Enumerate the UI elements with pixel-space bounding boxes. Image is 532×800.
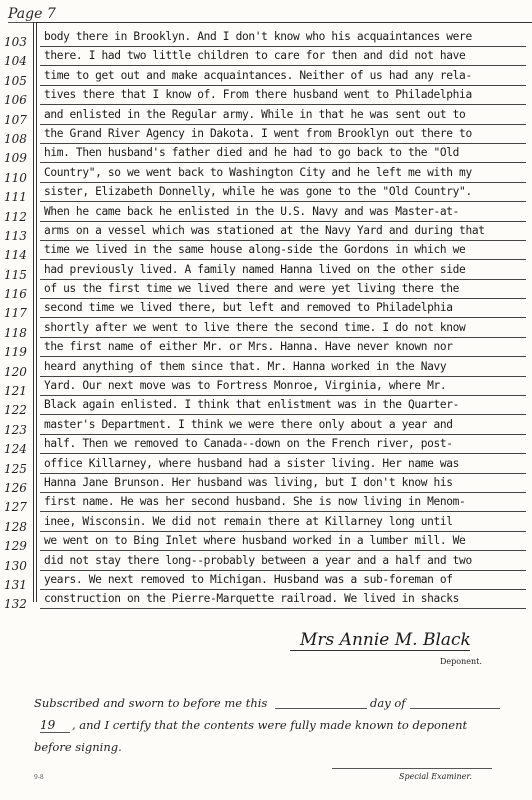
line-text: the Grand River Agency in Dakota. I went from Brooklyn out there to	[44, 126, 472, 140]
line-text: inee, Wisconsin. We did not remain there at Killarney long until	[44, 514, 453, 528]
jurat-certify-text: , and I certify that the contents were fully made known to deponent	[72, 718, 468, 732]
text-line	[0, 495, 532, 514]
line-number: 120	[4, 364, 27, 379]
line-text: there. I had two little children to care for then and did not have	[44, 49, 466, 63]
line-number: 104	[4, 54, 27, 69]
line-text: Black again enlisted. I think that enlistment was in the Quarter-	[44, 398, 460, 412]
ruled-line	[40, 550, 526, 551]
line-number: 128	[4, 519, 27, 534]
ruled-line	[40, 434, 526, 435]
form-mark: 9-8	[34, 774, 44, 781]
text-line	[0, 573, 532, 592]
line-number: 117	[4, 306, 27, 321]
signature-line	[290, 650, 470, 651]
line-number: 130	[4, 558, 27, 573]
text-line	[0, 30, 532, 49]
line-number: 114	[4, 248, 27, 263]
deposition-text	[0, 30, 532, 612]
text-line	[0, 554, 532, 573]
text-line	[0, 205, 532, 224]
ruled-line	[40, 356, 526, 357]
ruled-line	[40, 162, 526, 163]
text-line	[0, 457, 532, 476]
line-text: had previously lived. A family named Hanna lived on the other side	[44, 262, 466, 276]
top-rule	[36, 22, 532, 23]
text-line	[0, 88, 532, 107]
jurat-before-signing-text: before signing.	[34, 740, 122, 754]
line-number: 131	[4, 577, 27, 592]
line-number: 126	[4, 480, 27, 495]
line-number: 125	[4, 461, 27, 476]
line-number: 112	[4, 209, 27, 224]
examiner-signature-line	[332, 768, 492, 769]
jurat-year-prefix: 19	[40, 718, 56, 732]
page-number: Page 7	[8, 6, 56, 22]
text-line	[0, 224, 532, 243]
ruled-line	[40, 395, 526, 396]
ruled-line	[40, 298, 526, 299]
line-text: time we lived in the same house along-side the Gordons in which we	[44, 243, 466, 257]
text-line	[0, 146, 532, 165]
line-text: half. Then we removed to Canada--down on the French river, post-	[44, 437, 453, 451]
ruled-line	[40, 453, 526, 454]
jurat-year-blank	[40, 732, 70, 733]
line-text: master's Department. I think we were there only about a year and	[44, 417, 453, 431]
line-number: 119	[4, 345, 27, 360]
line-text: Country", so we went back to Washington City and he left me with my	[44, 165, 472, 179]
line-number: 111	[4, 190, 27, 205]
jurat-subscribed-text: Subscribed and sworn to before me this	[34, 696, 268, 710]
line-text: the first name of either Mr. or Mrs. Hanna. Have never known nor	[44, 340, 453, 354]
text-line	[0, 301, 532, 320]
ruled-line	[40, 124, 526, 125]
line-text: office Killarney, where husband had a sister living. Her name was	[44, 456, 460, 470]
line-number: 109	[4, 151, 27, 166]
text-line	[0, 592, 532, 611]
line-text: and enlisted in the Regular army. While in that he was sent out to	[44, 107, 466, 121]
line-number: 115	[4, 267, 27, 282]
line-text: time to get out and make acquaintances. Neither of us had any rela-	[44, 68, 472, 82]
text-line	[0, 476, 532, 495]
line-text: tives there that I know of. From there husband went to Philadelphia	[44, 88, 472, 102]
text-line	[0, 185, 532, 204]
ruled-line	[40, 337, 526, 338]
line-text: construction on the Pierre-Marquette railroad. We lived in shacks	[44, 592, 460, 606]
line-number: 122	[4, 403, 27, 418]
line-number: 123	[4, 422, 27, 437]
examiner-label: Special Examiner.	[399, 772, 472, 781]
line-text: of us the first time we lived there and were yet living there the	[44, 282, 460, 296]
line-text: shortly after we went to live there the second time. I do not know	[44, 320, 466, 334]
line-text: sister, Elizabeth Donnelly, while he was gone to the "Old Country".	[44, 185, 472, 199]
line-text: heard anything of them since that. Mr. Hanna worked in the Navy	[44, 359, 447, 373]
ruled-line	[40, 143, 526, 144]
ruled-line	[40, 570, 526, 571]
text-line	[0, 534, 532, 553]
line-text: body there in Brooklyn. And I don't know who his acquaintances were	[44, 30, 472, 43]
ruled-line	[40, 201, 526, 202]
text-line	[0, 360, 532, 379]
ruled-line	[40, 240, 526, 241]
text-line	[0, 398, 532, 417]
ruled-line	[40, 608, 526, 609]
line-number: 110	[4, 170, 27, 185]
text-line	[0, 282, 532, 301]
text-line	[0, 243, 532, 262]
line-text: years. We next removed to Michigan. Husband was a sub-foreman of	[44, 572, 453, 586]
ruled-line	[40, 85, 526, 86]
line-number: 108	[4, 131, 27, 146]
text-line	[0, 418, 532, 437]
line-number: 129	[4, 539, 27, 554]
text-line	[0, 108, 532, 127]
text-line	[0, 69, 532, 88]
line-text: him. Then husband's father died and he had to go back to the "Old	[44, 146, 460, 160]
text-line	[0, 379, 532, 398]
line-number: 118	[4, 325, 27, 340]
ruled-line	[40, 376, 526, 377]
line-text: did not stay there long--probably between a year and a half and two	[44, 553, 472, 567]
line-text: arms on a vessel which was stationed at the Navy Yard and during that	[44, 223, 485, 237]
ruled-line	[40, 531, 526, 532]
line-number: 132	[4, 597, 27, 612]
line-text: second time we lived there, but left and removed to Philadelphia	[44, 301, 453, 315]
line-text: When he came back he enlisted in the U.S. Navy and was Master-at-	[44, 204, 460, 218]
ruled-line	[40, 589, 526, 590]
jurat-month-blank	[410, 708, 500, 709]
ruled-line	[40, 317, 526, 318]
ruled-line	[40, 104, 526, 105]
text-line	[0, 515, 532, 534]
text-line	[0, 321, 532, 340]
line-number: 116	[4, 287, 27, 302]
ruled-line	[40, 473, 526, 474]
line-number: 105	[4, 73, 27, 88]
ruled-line	[40, 279, 526, 280]
line-text: we went on to Bing Inlet where husband worked in a lumber mill. We	[44, 534, 466, 548]
ruled-line	[40, 511, 526, 512]
line-number: 103	[4, 35, 27, 49]
line-number: 127	[4, 500, 27, 515]
jurat-day-of-text: day of	[370, 696, 406, 710]
line-number: 107	[4, 112, 27, 127]
deponent-label: Deponent.	[440, 657, 482, 666]
ruled-line	[40, 46, 526, 47]
ruled-line	[40, 65, 526, 66]
text-line	[0, 263, 532, 282]
line-number: 124	[4, 442, 27, 457]
ruled-line	[40, 259, 526, 260]
line-number: 113	[4, 228, 27, 243]
ruled-line	[40, 492, 526, 493]
line-text: Yard. Our next move was to Fortress Monroe, Virginia, where Mr.	[44, 379, 447, 393]
line-text: Hanna Jane Brunson. Her husband was living, but I don't know his	[44, 475, 453, 489]
text-line	[0, 340, 532, 359]
text-line	[0, 127, 532, 146]
jurat-day-blank	[275, 708, 367, 709]
deponent-signature: Mrs Annie M. Black	[300, 630, 471, 650]
text-line	[0, 166, 532, 185]
text-line	[0, 49, 532, 68]
ruled-line	[40, 182, 526, 183]
line-number: 121	[4, 384, 27, 399]
ruled-line	[40, 221, 526, 222]
text-line	[0, 437, 532, 456]
ruled-line	[40, 414, 526, 415]
line-number: 106	[4, 93, 27, 108]
line-text: first name. He was her second husband. She is now living in Menom-	[44, 495, 466, 509]
